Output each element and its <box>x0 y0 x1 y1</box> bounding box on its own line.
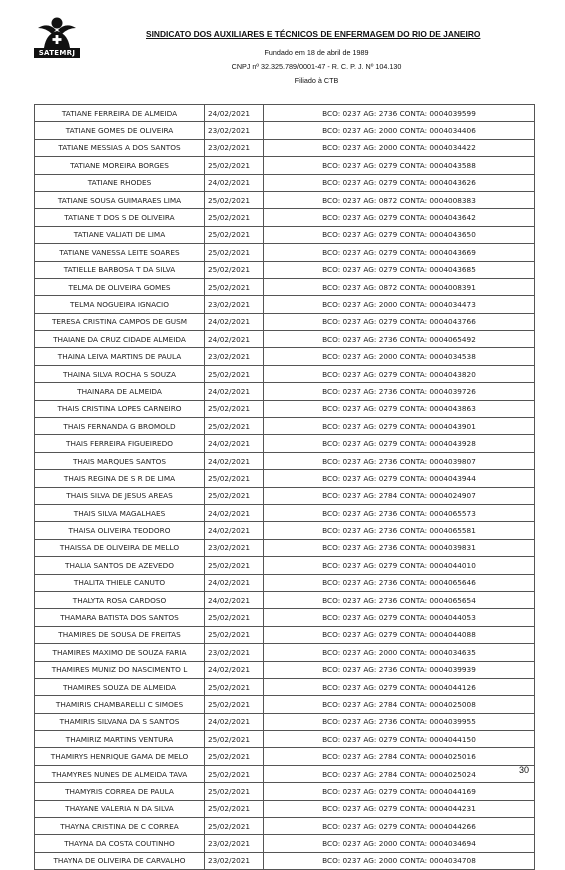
member-name-cell: THALITA THIELE CANUTO <box>35 574 205 591</box>
table-row <box>35 800 535 817</box>
bank-account-cell: BCO: 0237 AG: 2736 CONTA: 0004065581 <box>264 522 535 539</box>
member-name-cell: THAIS CRISTINA LOPES CARNEIRO <box>35 400 205 417</box>
table-row <box>35 470 535 487</box>
bank-account-cell: BCO: 0237 AG: 2000 CONTA: 0004034538 <box>264 348 535 365</box>
date-cell: 24/02/2021 <box>205 313 264 330</box>
table-row <box>35 713 535 730</box>
member-name-cell: TATIELLE BARBOSA T DA SILVA <box>35 261 205 278</box>
table-row <box>35 278 535 295</box>
bank-account-cell: BCO: 0237 AG: 0279 CONTA: 0004044053 <box>264 609 535 626</box>
bank-account-cell: BCO: 0237 AG: 0279 CONTA: 0004043863 <box>264 400 535 417</box>
table-row <box>35 748 535 765</box>
member-name-cell: THALYTA ROSA CARDOSO <box>35 591 205 608</box>
bank-account-cell: BCO: 0237 AG: 2000 CONTA: 0004034708 <box>264 852 535 869</box>
founded-line: Fundado em 18 de abril de 1989 <box>264 48 369 57</box>
member-name-cell: THAIS SILVA MAGALHAES <box>35 504 205 521</box>
bank-account-cell: BCO: 0237 AG: 2736 CONTA: 0004065492 <box>264 331 535 348</box>
member-name-cell: TELMA DE OLIVEIRA GOMES <box>35 278 205 295</box>
date-cell: 24/02/2021 <box>205 105 264 122</box>
table-row <box>35 522 535 539</box>
table-row <box>35 105 535 122</box>
logo-text: SATEMRJ <box>34 48 80 58</box>
bank-account-cell: BCO: 0237 AG: 0279 CONTA: 0004044150 <box>264 731 535 748</box>
table-row <box>35 557 535 574</box>
bank-account-cell: BCO: 0237 AG: 0872 CONTA: 0004008383 <box>264 191 535 208</box>
date-cell: 25/02/2021 <box>205 278 264 295</box>
table-row <box>35 852 535 869</box>
date-cell: 25/02/2021 <box>205 626 264 643</box>
bank-account-cell: BCO: 0237 AG: 0279 CONTA: 0004043588 <box>264 157 535 174</box>
date-cell: 25/02/2021 <box>205 400 264 417</box>
member-name-cell: THAMIRIZ MARTINS VENTURA <box>35 731 205 748</box>
bank-account-cell: BCO: 0237 AG: 2000 CONTA: 0004034422 <box>264 139 535 156</box>
bank-account-cell: BCO: 0237 AG: 2736 CONTA: 0004065654 <box>264 591 535 608</box>
bank-account-cell: BCO: 0237 AG: 0279 CONTA: 0004044010 <box>264 557 535 574</box>
table-row <box>35 331 535 348</box>
date-cell: 24/02/2021 <box>205 435 264 452</box>
date-cell: 24/02/2021 <box>205 331 264 348</box>
bank-account-cell: BCO: 0237 AG: 0279 CONTA: 0004043685 <box>264 261 535 278</box>
date-cell: 25/02/2021 <box>205 418 264 435</box>
date-cell: 25/02/2021 <box>205 470 264 487</box>
bank-account-cell: BCO: 0237 AG: 0279 CONTA: 0004043820 <box>264 365 535 382</box>
date-cell: 24/02/2021 <box>205 713 264 730</box>
bank-account-cell: BCO: 0237 AG: 0279 CONTA: 0004044266 <box>264 818 535 835</box>
date-cell: 24/02/2021 <box>205 574 264 591</box>
table-row <box>35 452 535 469</box>
member-name-cell: THAMIRIS CHAMBARELLI C SIMOES <box>35 696 205 713</box>
table-row <box>35 174 535 191</box>
affiliation-line: Filiado à CTB <box>294 76 339 85</box>
member-name-cell: THAMIRYS HENRIQUE GAMA DE MELO <box>35 748 205 765</box>
member-name-cell: TERESA CRISTINA CAMPOS DE GUSM <box>35 313 205 330</box>
bank-account-cell: BCO: 0237 AG: 0279 CONTA: 0004043944 <box>264 470 535 487</box>
bank-account-cell: BCO: 0237 AG: 0279 CONTA: 0004043901 <box>264 418 535 435</box>
table-row <box>35 818 535 835</box>
table-row <box>35 296 535 313</box>
date-cell: 23/02/2021 <box>205 644 264 661</box>
bank-account-cell: BCO: 0237 AG: 0279 CONTA: 0004044231 <box>264 800 535 817</box>
table-row <box>35 122 535 139</box>
date-cell: 25/02/2021 <box>205 678 264 695</box>
bank-account-cell: BCO: 0237 AG: 2000 CONTA: 0004034635 <box>264 644 535 661</box>
member-name-cell: THAIANE DA CRUZ CIDADE ALMEIDA <box>35 331 205 348</box>
bank-account-cell: BCO: 0237 AG: 2736 CONTA: 0004039807 <box>264 452 535 469</box>
page-number: 30 <box>518 765 529 775</box>
table-row <box>35 400 535 417</box>
members-table-body <box>35 105 535 870</box>
date-cell: 25/02/2021 <box>205 365 264 382</box>
date-cell: 23/02/2021 <box>205 852 264 869</box>
bank-account-cell: BCO: 0237 AG: 0279 CONTA: 0004043669 <box>264 244 535 261</box>
date-cell: 25/02/2021 <box>205 748 264 765</box>
member-name-cell: TATIANE VANESSA LEITE SOARES <box>35 244 205 261</box>
members-table <box>34 104 535 870</box>
table-row <box>35 435 535 452</box>
member-name-cell: TATIANE GOMES DE OLIVEIRA <box>35 122 205 139</box>
table-row <box>35 365 535 382</box>
bank-account-cell: BCO: 0237 AG: 2784 CONTA: 0004025016 <box>264 748 535 765</box>
member-name-cell: TATIANE SOUSA GUIMARAES LIMA <box>35 191 205 208</box>
table-row <box>35 626 535 643</box>
member-name-cell: THAIS REGINA DE S R DE LIMA <box>35 470 205 487</box>
date-cell: 25/02/2021 <box>205 557 264 574</box>
date-cell: 23/02/2021 <box>205 835 264 852</box>
table-row <box>35 539 535 556</box>
table-row <box>35 696 535 713</box>
date-cell: 24/02/2021 <box>205 452 264 469</box>
table-row <box>35 661 535 678</box>
member-name-cell: THAMIRES DE SOUSA DE FREITAS <box>35 626 205 643</box>
member-name-cell: THAISA OLIVEIRA TEODORO <box>35 522 205 539</box>
member-name-cell: TATIANE MESSIAS A DOS SANTOS <box>35 139 205 156</box>
table-row <box>35 678 535 695</box>
member-name-cell: THALIA SANTOS DE AZEVEDO <box>35 557 205 574</box>
table-row <box>35 348 535 365</box>
table-row <box>35 835 535 852</box>
table-row <box>35 765 535 782</box>
date-cell: 24/02/2021 <box>205 522 264 539</box>
bank-account-cell: BCO: 0237 AG: 0279 CONTA: 0004044088 <box>264 626 535 643</box>
table-row <box>35 383 535 400</box>
table-row <box>35 731 535 748</box>
registry-line: CNPJ nº 32.325.789/0001-47 - R. C. P. J. Nº 104.130 <box>231 62 402 71</box>
table-row <box>35 644 535 661</box>
bank-account-cell: BCO: 0237 AG: 0279 CONTA: 0004043650 <box>264 226 535 243</box>
date-cell: 25/02/2021 <box>205 731 264 748</box>
date-cell: 25/02/2021 <box>205 783 264 800</box>
date-cell: 25/02/2021 <box>205 261 264 278</box>
bank-account-cell: BCO: 0237 AG: 0279 CONTA: 0004043766 <box>264 313 535 330</box>
date-cell: 23/02/2021 <box>205 296 264 313</box>
table-row <box>35 418 535 435</box>
member-name-cell: THAYNA CRISTINA DE C CORREA <box>35 818 205 835</box>
table-row <box>35 609 535 626</box>
date-cell: 24/02/2021 <box>205 591 264 608</box>
bank-account-cell: BCO: 0237 AG: 0279 CONTA: 0004043642 <box>264 209 535 226</box>
bank-account-cell: BCO: 0237 AG: 0279 CONTA: 0004044126 <box>264 678 535 695</box>
nurse-figure-icon <box>32 14 82 50</box>
table-row <box>35 139 535 156</box>
member-name-cell: THAYNA DE OLIVEIRA DE CARVALHO <box>35 852 205 869</box>
table-row <box>35 487 535 504</box>
table-row <box>35 783 535 800</box>
date-cell: 23/02/2021 <box>205 348 264 365</box>
bank-account-cell: BCO: 0237 AG: 2784 CONTA: 0004025024 <box>264 765 535 782</box>
bank-account-cell: BCO: 0237 AG: 2000 CONTA: 0004034473 <box>264 296 535 313</box>
member-name-cell: THAMIRES SOUZA DE ALMEIDA <box>35 678 205 695</box>
date-cell: 24/02/2021 <box>205 383 264 400</box>
member-name-cell: THAIS SILVA DE JESUS AREAS <box>35 487 205 504</box>
bank-account-cell: BCO: 0237 AG: 2736 CONTA: 0004039599 <box>264 105 535 122</box>
member-name-cell: THAINA LEIVA MARTINS DE PAULA <box>35 348 205 365</box>
date-cell: 24/02/2021 <box>205 504 264 521</box>
bank-account-cell: BCO: 0237 AG: 0872 CONTA: 0004008391 <box>264 278 535 295</box>
member-name-cell: THAMARA BATISTA DOS SANTOS <box>35 609 205 626</box>
member-name-cell: TATIANE VALIATI DE LIMA <box>35 226 205 243</box>
date-cell: 23/02/2021 <box>205 122 264 139</box>
bank-account-cell: BCO: 0237 AG: 2736 CONTA: 0004039939 <box>264 661 535 678</box>
member-name-cell: TATIANE RHODES <box>35 174 205 191</box>
member-name-cell: THAIS MARQUES SANTOS <box>35 452 205 469</box>
member-name-cell: TELMA NOGUEIRA IGNACIO <box>35 296 205 313</box>
member-name-cell: TATIANE T DOS S DE OLIVEIRA <box>35 209 205 226</box>
member-name-cell: TATIANE MOREIRA BORGES <box>35 157 205 174</box>
table-row <box>35 244 535 261</box>
member-name-cell: THAYNA DA COSTA COUTINHO <box>35 835 205 852</box>
date-cell: 24/02/2021 <box>205 174 264 191</box>
bank-account-cell: BCO: 0237 AG: 2000 CONTA: 0004034406 <box>264 122 535 139</box>
table-row <box>35 313 535 330</box>
date-cell: 23/02/2021 <box>205 539 264 556</box>
date-cell: 25/02/2021 <box>205 209 264 226</box>
member-name-cell: TATIANE FERREIRA DE ALMEIDA <box>35 105 205 122</box>
organization-name: SINDICATO DOS AUXILIARES E TÉCNICOS DE ENFERMAGEM DO RIO DE JANEIRO <box>146 29 481 39</box>
bank-account-cell: BCO: 0237 AG: 0279 CONTA: 0004043626 <box>264 174 535 191</box>
member-name-cell: THAMIRES MUNIZ DO NASCIMENTO L <box>35 661 205 678</box>
bank-account-cell: BCO: 0237 AG: 2784 CONTA: 0004024907 <box>264 487 535 504</box>
member-name-cell: THAMIRIS SILVANA DA S SANTOS <box>35 713 205 730</box>
table-row <box>35 191 535 208</box>
member-name-cell: THAINARA DE ALMEIDA <box>35 383 205 400</box>
table-row <box>35 591 535 608</box>
table-row <box>35 574 535 591</box>
table-row <box>35 504 535 521</box>
table-row <box>35 209 535 226</box>
date-cell: 25/02/2021 <box>205 244 264 261</box>
member-name-cell: THAMIRES MAXIMO DE SOUZA FARIA <box>35 644 205 661</box>
table-row <box>35 261 535 278</box>
date-cell: 25/02/2021 <box>205 696 264 713</box>
table-row <box>35 157 535 174</box>
member-name-cell: THAISSA DE OLIVEIRA DE MELLO <box>35 539 205 556</box>
bank-account-cell: BCO: 0237 AG: 2736 CONTA: 0004039831 <box>264 539 535 556</box>
member-name-cell: THAIS FERNANDA G BROMOLD <box>35 418 205 435</box>
member-name-cell: THAMYRIS CORREA DE PAULA <box>35 783 205 800</box>
date-cell: 25/02/2021 <box>205 800 264 817</box>
bank-account-cell: BCO: 0237 AG: 2736 CONTA: 0004065646 <box>264 574 535 591</box>
bank-account-cell: BCO: 0237 AG: 0279 CONTA: 0004043928 <box>264 435 535 452</box>
document-header <box>0 0 565 92</box>
date-cell: 25/02/2021 <box>205 487 264 504</box>
date-cell: 25/02/2021 <box>205 765 264 782</box>
date-cell: 25/02/2021 <box>205 157 264 174</box>
bank-account-cell: BCO: 0237 AG: 0279 CONTA: 0004044169 <box>264 783 535 800</box>
member-name-cell: THAYANE VALERIA N DA SILVA <box>35 800 205 817</box>
date-cell: 25/02/2021 <box>205 609 264 626</box>
date-cell: 25/02/2021 <box>205 226 264 243</box>
member-name-cell: THAIS FERREIRA FIGUEIREDO <box>35 435 205 452</box>
date-cell: 25/02/2021 <box>205 191 264 208</box>
bank-account-cell: BCO: 0237 AG: 2784 CONTA: 0004025008 <box>264 696 535 713</box>
member-name-cell: THAINA SILVA ROCHA S SOUZA <box>35 365 205 382</box>
bank-account-cell: BCO: 0237 AG: 2736 CONTA: 0004065573 <box>264 504 535 521</box>
bank-account-cell: BCO: 0237 AG: 2736 CONTA: 0004039955 <box>264 713 535 730</box>
table-row <box>35 226 535 243</box>
bank-account-cell: BCO: 0237 AG: 2000 CONTA: 0004034694 <box>264 835 535 852</box>
date-cell: 23/02/2021 <box>205 139 264 156</box>
bank-account-cell: BCO: 0237 AG: 2736 CONTA: 0004039726 <box>264 383 535 400</box>
member-name-cell: THAMYRES NUNES DE ALMEIDA TAVA <box>35 765 205 782</box>
date-cell: 25/02/2021 <box>205 818 264 835</box>
date-cell: 24/02/2021 <box>205 661 264 678</box>
